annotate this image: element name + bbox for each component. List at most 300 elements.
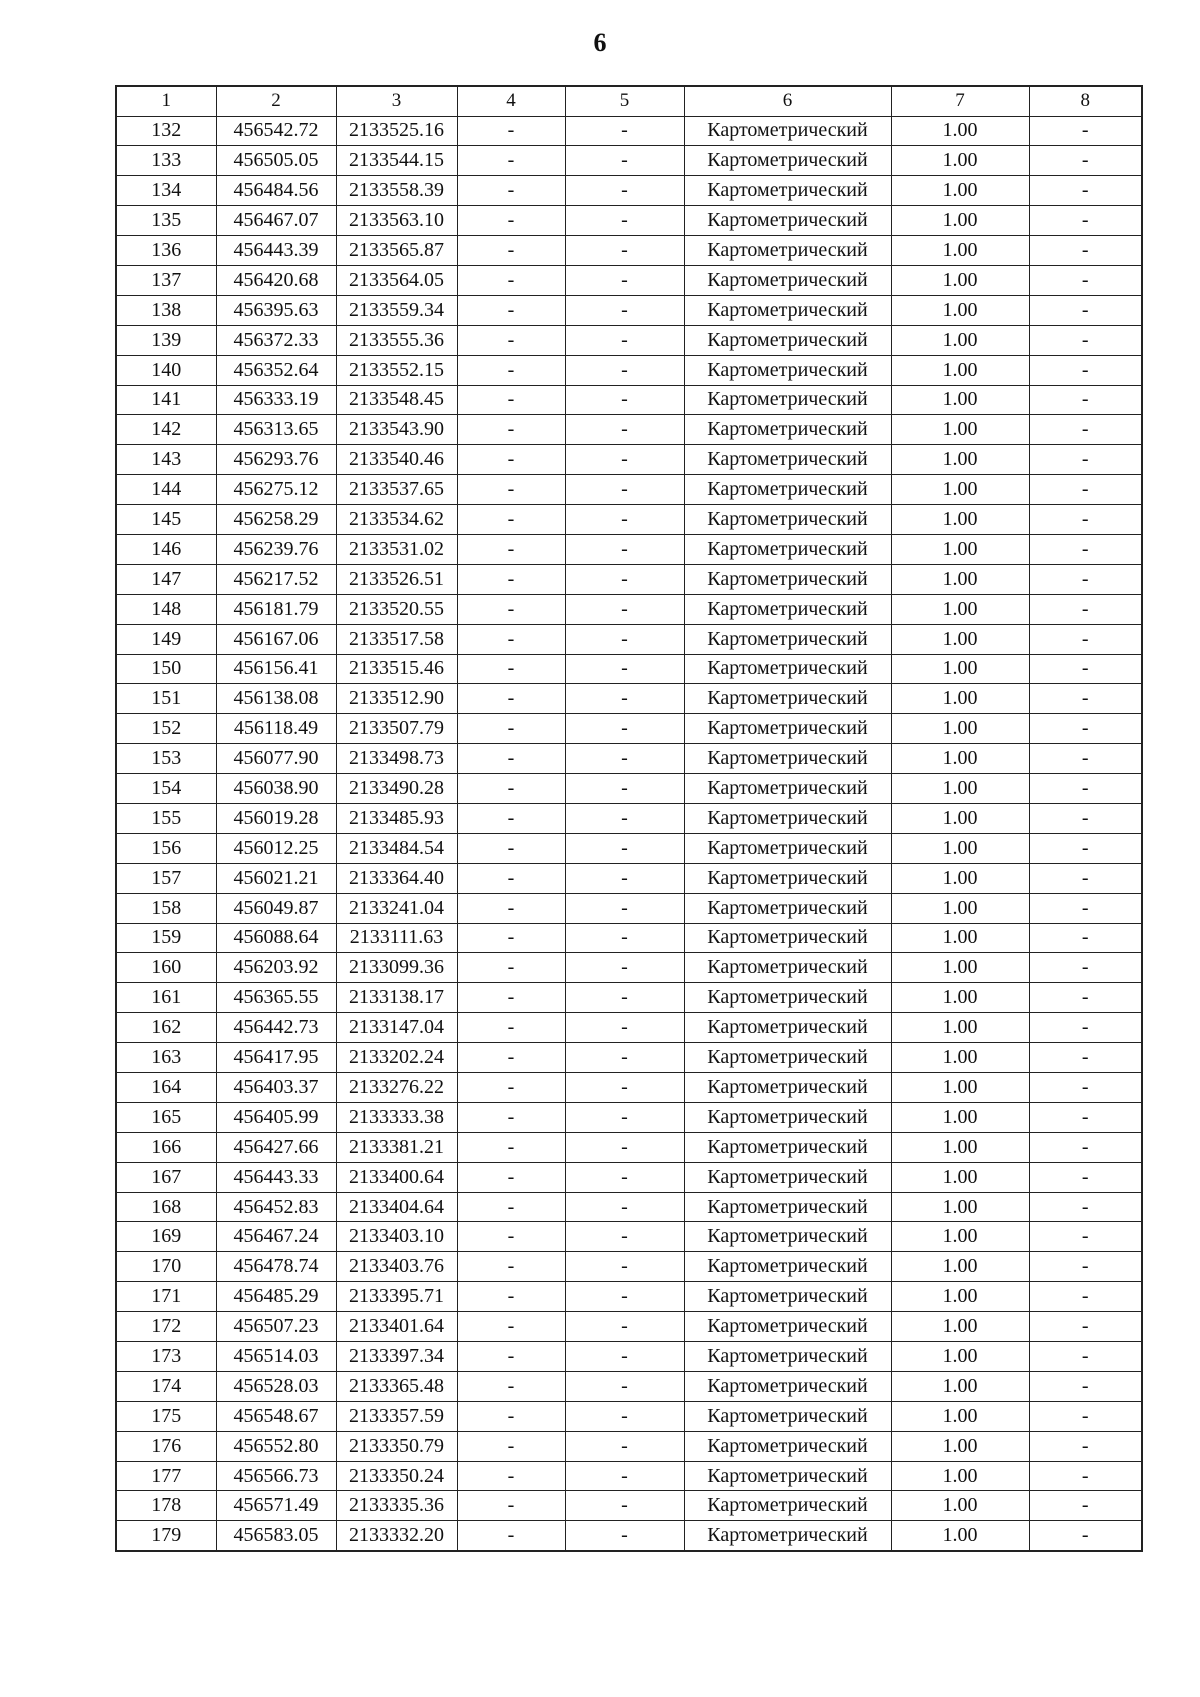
y-coordinate-cell: 2133099.36 xyxy=(336,953,457,983)
method-cell: Картометрический xyxy=(684,983,891,1013)
column-8-cell: - xyxy=(1029,1431,1142,1461)
x-coordinate-cell: 456403.37 xyxy=(216,1073,336,1103)
point-number-cell: 177 xyxy=(116,1461,216,1491)
column-5-cell: - xyxy=(565,1013,684,1043)
accuracy-cell: 1.00 xyxy=(891,803,1029,833)
table-row xyxy=(116,684,1142,714)
method-cell: Картометрический xyxy=(684,355,891,385)
method-cell: Картометрический xyxy=(684,1043,891,1073)
table-row xyxy=(116,325,1142,355)
column-4-cell: - xyxy=(457,415,565,445)
x-coordinate-cell: 456352.64 xyxy=(216,355,336,385)
point-number-cell: 165 xyxy=(116,1102,216,1132)
table-row xyxy=(116,1401,1142,1431)
table-row xyxy=(116,445,1142,475)
x-coordinate-cell: 456077.90 xyxy=(216,744,336,774)
table-row xyxy=(116,893,1142,923)
method-cell: Картометрический xyxy=(684,116,891,146)
column-5-cell: - xyxy=(565,1342,684,1372)
column-4-cell: - xyxy=(457,744,565,774)
accuracy-cell: 1.00 xyxy=(891,1371,1029,1401)
accuracy-cell: 1.00 xyxy=(891,1192,1029,1222)
accuracy-cell: 1.00 xyxy=(891,265,1029,295)
y-coordinate-cell: 2133111.63 xyxy=(336,923,457,953)
column-4-cell: - xyxy=(457,953,565,983)
x-coordinate-cell: 456405.99 xyxy=(216,1102,336,1132)
column-8-cell: - xyxy=(1029,1371,1142,1401)
column-8-cell: - xyxy=(1029,744,1142,774)
method-cell: Картометрический xyxy=(684,654,891,684)
accuracy-cell: 1.00 xyxy=(891,1162,1029,1192)
table-row xyxy=(116,475,1142,505)
y-coordinate-cell: 2133543.90 xyxy=(336,415,457,445)
accuracy-cell: 1.00 xyxy=(891,415,1029,445)
column-8-cell: - xyxy=(1029,564,1142,594)
column-8-cell: - xyxy=(1029,1461,1142,1491)
method-cell: Картометрический xyxy=(684,505,891,535)
x-coordinate-cell: 456442.73 xyxy=(216,1013,336,1043)
point-number-cell: 133 xyxy=(116,146,216,176)
column-5-cell: - xyxy=(565,1102,684,1132)
x-coordinate-cell: 456583.05 xyxy=(216,1521,336,1551)
method-cell: Картометрический xyxy=(684,1222,891,1252)
column-5-cell: - xyxy=(565,355,684,385)
table-row xyxy=(116,1312,1142,1342)
point-number-cell: 171 xyxy=(116,1282,216,1312)
column-5-cell: - xyxy=(565,265,684,295)
column-8-cell: - xyxy=(1029,265,1142,295)
y-coordinate-cell: 2133520.55 xyxy=(336,594,457,624)
accuracy-cell: 1.00 xyxy=(891,774,1029,804)
table-header-row xyxy=(116,86,1142,116)
method-cell: Картометрический xyxy=(684,684,891,714)
accuracy-cell: 1.00 xyxy=(891,1252,1029,1282)
y-coordinate-cell: 2133564.05 xyxy=(336,265,457,295)
column-8-cell: - xyxy=(1029,206,1142,236)
column-8-cell: - xyxy=(1029,146,1142,176)
column-5-cell: - xyxy=(565,624,684,654)
table-row xyxy=(116,953,1142,983)
point-number-cell: 162 xyxy=(116,1013,216,1043)
column-4-cell: - xyxy=(457,146,565,176)
x-coordinate-cell: 456333.19 xyxy=(216,385,336,415)
accuracy-cell: 1.00 xyxy=(891,1401,1029,1431)
accuracy-cell: 1.00 xyxy=(891,295,1029,325)
y-coordinate-cell: 2133525.16 xyxy=(336,116,457,146)
y-coordinate-cell: 2133365.48 xyxy=(336,1371,457,1401)
method-cell: Картометрический xyxy=(684,1073,891,1103)
x-coordinate-cell: 456088.64 xyxy=(216,923,336,953)
column-5-cell: - xyxy=(565,1431,684,1461)
column-header: 1 xyxy=(116,86,216,116)
accuracy-cell: 1.00 xyxy=(891,475,1029,505)
column-8-cell: - xyxy=(1029,355,1142,385)
point-number-cell: 176 xyxy=(116,1431,216,1461)
table-body xyxy=(116,116,1142,1551)
x-coordinate-cell: 456156.41 xyxy=(216,654,336,684)
column-5-cell: - xyxy=(565,1132,684,1162)
method-cell: Картометрический xyxy=(684,1013,891,1043)
y-coordinate-cell: 2133485.93 xyxy=(336,803,457,833)
point-number-cell: 172 xyxy=(116,1312,216,1342)
point-number-cell: 157 xyxy=(116,863,216,893)
y-coordinate-cell: 2133364.40 xyxy=(336,863,457,893)
y-coordinate-cell: 2133403.10 xyxy=(336,1222,457,1252)
point-number-cell: 153 xyxy=(116,744,216,774)
point-number-cell: 138 xyxy=(116,295,216,325)
column-5-cell: - xyxy=(565,744,684,774)
column-5-cell: - xyxy=(565,295,684,325)
point-number-cell: 173 xyxy=(116,1342,216,1372)
column-8-cell: - xyxy=(1029,803,1142,833)
y-coordinate-cell: 2133555.36 xyxy=(336,325,457,355)
method-cell: Картометрический xyxy=(684,445,891,475)
column-5-cell: - xyxy=(565,953,684,983)
y-coordinate-cell: 2133332.20 xyxy=(336,1521,457,1551)
method-cell: Картометрический xyxy=(684,833,891,863)
method-cell: Картометрический xyxy=(684,475,891,505)
column-8-cell: - xyxy=(1029,295,1142,325)
column-4-cell: - xyxy=(457,1013,565,1043)
table-row xyxy=(116,116,1142,146)
y-coordinate-cell: 2133515.46 xyxy=(336,654,457,684)
table-row xyxy=(116,1073,1142,1103)
table-row xyxy=(116,1252,1142,1282)
method-cell: Картометрический xyxy=(684,594,891,624)
accuracy-cell: 1.00 xyxy=(891,505,1029,535)
table-row xyxy=(116,505,1142,535)
y-coordinate-cell: 2133540.46 xyxy=(336,445,457,475)
x-coordinate-cell: 456427.66 xyxy=(216,1132,336,1162)
table-row xyxy=(116,1431,1142,1461)
table-row xyxy=(116,1162,1142,1192)
column-4-cell: - xyxy=(457,833,565,863)
table-row xyxy=(116,624,1142,654)
method-cell: Картометрический xyxy=(684,624,891,654)
point-number-cell: 147 xyxy=(116,564,216,594)
column-4-cell: - xyxy=(457,1431,565,1461)
column-4-cell: - xyxy=(457,594,565,624)
x-coordinate-cell: 456203.92 xyxy=(216,953,336,983)
point-number-cell: 156 xyxy=(116,833,216,863)
column-8-cell: - xyxy=(1029,475,1142,505)
table-row xyxy=(116,1132,1142,1162)
column-8-cell: - xyxy=(1029,1043,1142,1073)
x-coordinate-cell: 456038.90 xyxy=(216,774,336,804)
column-4-cell: - xyxy=(457,1073,565,1103)
method-cell: Картометрический xyxy=(684,744,891,774)
column-header: 8 xyxy=(1029,86,1142,116)
column-5-cell: - xyxy=(565,893,684,923)
column-4-cell: - xyxy=(457,1521,565,1551)
x-coordinate-cell: 456443.39 xyxy=(216,236,336,266)
page-number: 6 xyxy=(593,28,607,57)
method-cell: Картометрический xyxy=(684,714,891,744)
y-coordinate-cell: 2133350.79 xyxy=(336,1431,457,1461)
x-coordinate-cell: 456452.83 xyxy=(216,1192,336,1222)
y-coordinate-cell: 2133138.17 xyxy=(336,983,457,1013)
column-4-cell: - xyxy=(457,534,565,564)
x-coordinate-cell: 456217.52 xyxy=(216,564,336,594)
method-cell: Картометрический xyxy=(684,923,891,953)
y-coordinate-cell: 2133544.15 xyxy=(336,146,457,176)
accuracy-cell: 1.00 xyxy=(891,983,1029,1013)
column-8-cell: - xyxy=(1029,1162,1142,1192)
column-4-cell: - xyxy=(457,564,565,594)
point-number-cell: 159 xyxy=(116,923,216,953)
accuracy-cell: 1.00 xyxy=(891,1521,1029,1551)
point-number-cell: 132 xyxy=(116,116,216,146)
method-cell: Картометрический xyxy=(684,1371,891,1401)
y-coordinate-cell: 2133517.58 xyxy=(336,624,457,654)
column-5-cell: - xyxy=(565,923,684,953)
column-8-cell: - xyxy=(1029,863,1142,893)
x-coordinate-cell: 456167.06 xyxy=(216,624,336,654)
point-number-cell: 146 xyxy=(116,534,216,564)
accuracy-cell: 1.00 xyxy=(891,325,1029,355)
x-coordinate-cell: 456443.33 xyxy=(216,1162,336,1192)
column-4-cell: - xyxy=(457,923,565,953)
table-row xyxy=(116,1491,1142,1521)
y-coordinate-cell: 2133526.51 xyxy=(336,564,457,594)
column-8-cell: - xyxy=(1029,654,1142,684)
method-cell: Картометрический xyxy=(684,325,891,355)
x-coordinate-cell: 456313.65 xyxy=(216,415,336,445)
column-4-cell: - xyxy=(457,116,565,146)
method-cell: Картометрический xyxy=(684,953,891,983)
accuracy-cell: 1.00 xyxy=(891,1282,1029,1312)
column-5-cell: - xyxy=(565,176,684,206)
table-row xyxy=(116,236,1142,266)
accuracy-cell: 1.00 xyxy=(891,564,1029,594)
column-5-cell: - xyxy=(565,833,684,863)
column-8-cell: - xyxy=(1029,684,1142,714)
point-number-cell: 142 xyxy=(116,415,216,445)
column-8-cell: - xyxy=(1029,983,1142,1013)
column-header: 6 xyxy=(684,86,891,116)
y-coordinate-cell: 2133401.64 xyxy=(336,1312,457,1342)
point-number-cell: 169 xyxy=(116,1222,216,1252)
column-5-cell: - xyxy=(565,415,684,445)
accuracy-cell: 1.00 xyxy=(891,1431,1029,1461)
column-5-cell: - xyxy=(565,1222,684,1252)
table-row xyxy=(116,385,1142,415)
column-4-cell: - xyxy=(457,1192,565,1222)
y-coordinate-cell: 2133548.45 xyxy=(336,385,457,415)
column-5-cell: - xyxy=(565,1401,684,1431)
point-number-cell: 178 xyxy=(116,1491,216,1521)
column-4-cell: - xyxy=(457,803,565,833)
accuracy-cell: 1.00 xyxy=(891,1073,1029,1103)
point-number-cell: 135 xyxy=(116,206,216,236)
y-coordinate-cell: 2133147.04 xyxy=(336,1013,457,1043)
accuracy-cell: 1.00 xyxy=(891,1102,1029,1132)
column-4-cell: - xyxy=(457,774,565,804)
column-5-cell: - xyxy=(565,684,684,714)
column-8-cell: - xyxy=(1029,325,1142,355)
y-coordinate-cell: 2133350.24 xyxy=(336,1461,457,1491)
y-coordinate-cell: 2133531.02 xyxy=(336,534,457,564)
table-row xyxy=(116,923,1142,953)
column-5-cell: - xyxy=(565,983,684,1013)
method-cell: Картометрический xyxy=(684,534,891,564)
coordinates-table xyxy=(115,85,1143,1552)
y-coordinate-cell: 2133357.59 xyxy=(336,1401,457,1431)
y-coordinate-cell: 2133241.04 xyxy=(336,893,457,923)
accuracy-cell: 1.00 xyxy=(891,594,1029,624)
column-5-cell: - xyxy=(565,594,684,624)
accuracy-cell: 1.00 xyxy=(891,1342,1029,1372)
point-number-cell: 154 xyxy=(116,774,216,804)
y-coordinate-cell: 2133397.34 xyxy=(336,1342,457,1372)
y-coordinate-cell: 2133512.90 xyxy=(336,684,457,714)
column-5-cell: - xyxy=(565,116,684,146)
method-cell: Картометрический xyxy=(684,295,891,325)
method-cell: Картометрический xyxy=(684,1312,891,1342)
accuracy-cell: 1.00 xyxy=(891,714,1029,744)
accuracy-cell: 1.00 xyxy=(891,1043,1029,1073)
column-4-cell: - xyxy=(457,295,565,325)
column-5-cell: - xyxy=(565,1371,684,1401)
column-5-cell: - xyxy=(565,534,684,564)
column-4-cell: - xyxy=(457,385,565,415)
column-5-cell: - xyxy=(565,1312,684,1342)
y-coordinate-cell: 2133498.73 xyxy=(336,744,457,774)
y-coordinate-cell: 2133534.62 xyxy=(336,505,457,535)
accuracy-cell: 1.00 xyxy=(891,893,1029,923)
column-4-cell: - xyxy=(457,355,565,385)
column-5-cell: - xyxy=(565,1282,684,1312)
method-cell: Картометрический xyxy=(684,236,891,266)
table-row xyxy=(116,1371,1142,1401)
y-coordinate-cell: 2133202.24 xyxy=(336,1043,457,1073)
column-8-cell: - xyxy=(1029,116,1142,146)
x-coordinate-cell: 456395.63 xyxy=(216,295,336,325)
x-coordinate-cell: 456012.25 xyxy=(216,833,336,863)
column-4-cell: - xyxy=(457,1222,565,1252)
column-4-cell: - xyxy=(457,684,565,714)
column-8-cell: - xyxy=(1029,1132,1142,1162)
accuracy-cell: 1.00 xyxy=(891,1222,1029,1252)
y-coordinate-cell: 2133403.76 xyxy=(336,1252,457,1282)
x-coordinate-cell: 456181.79 xyxy=(216,594,336,624)
point-number-cell: 144 xyxy=(116,475,216,505)
x-coordinate-cell: 456467.07 xyxy=(216,206,336,236)
point-number-cell: 170 xyxy=(116,1252,216,1282)
method-cell: Картометрический xyxy=(684,415,891,445)
y-coordinate-cell: 2133400.64 xyxy=(336,1162,457,1192)
y-coordinate-cell: 2133563.10 xyxy=(336,206,457,236)
table-row xyxy=(116,265,1142,295)
x-coordinate-cell: 456019.28 xyxy=(216,803,336,833)
column-5-cell: - xyxy=(565,1491,684,1521)
x-coordinate-cell: 456293.76 xyxy=(216,445,336,475)
accuracy-cell: 1.00 xyxy=(891,1461,1029,1491)
column-4-cell: - xyxy=(457,624,565,654)
column-4-cell: - xyxy=(457,1461,565,1491)
column-8-cell: - xyxy=(1029,774,1142,804)
column-5-cell: - xyxy=(565,803,684,833)
accuracy-cell: 1.00 xyxy=(891,176,1029,206)
column-5-cell: - xyxy=(565,236,684,266)
column-5-cell: - xyxy=(565,505,684,535)
column-8-cell: - xyxy=(1029,415,1142,445)
column-4-cell: - xyxy=(457,863,565,893)
column-4-cell: - xyxy=(457,1282,565,1312)
x-coordinate-cell: 456118.49 xyxy=(216,714,336,744)
accuracy-cell: 1.00 xyxy=(891,534,1029,564)
x-coordinate-cell: 456365.55 xyxy=(216,983,336,1013)
point-number-cell: 168 xyxy=(116,1192,216,1222)
column-5-cell: - xyxy=(565,654,684,684)
column-5-cell: - xyxy=(565,146,684,176)
x-coordinate-cell: 456542.72 xyxy=(216,116,336,146)
x-coordinate-cell: 456275.12 xyxy=(216,475,336,505)
point-number-cell: 141 xyxy=(116,385,216,415)
column-8-cell: - xyxy=(1029,1342,1142,1372)
table-row xyxy=(116,1282,1142,1312)
x-coordinate-cell: 456484.56 xyxy=(216,176,336,206)
column-4-cell: - xyxy=(457,893,565,923)
x-coordinate-cell: 456571.49 xyxy=(216,1491,336,1521)
column-5-cell: - xyxy=(565,1162,684,1192)
method-cell: Картометрический xyxy=(684,564,891,594)
column-8-cell: - xyxy=(1029,1521,1142,1551)
accuracy-cell: 1.00 xyxy=(891,654,1029,684)
accuracy-cell: 1.00 xyxy=(891,953,1029,983)
x-coordinate-cell: 456021.21 xyxy=(216,863,336,893)
method-cell: Картометрический xyxy=(684,385,891,415)
point-number-cell: 137 xyxy=(116,265,216,295)
table-row xyxy=(116,1342,1142,1372)
method-cell: Картометрический xyxy=(684,1521,891,1551)
table-row xyxy=(116,176,1142,206)
x-coordinate-cell: 456467.24 xyxy=(216,1222,336,1252)
column-8-cell: - xyxy=(1029,385,1142,415)
table-row xyxy=(116,206,1142,236)
method-cell: Картометрический xyxy=(684,1192,891,1222)
point-number-cell: 134 xyxy=(116,176,216,206)
method-cell: Картометрический xyxy=(684,893,891,923)
point-number-cell: 158 xyxy=(116,893,216,923)
table-row xyxy=(116,1521,1142,1551)
column-5-cell: - xyxy=(565,1461,684,1491)
column-5-cell: - xyxy=(565,445,684,475)
column-8-cell: - xyxy=(1029,1282,1142,1312)
point-number-cell: 163 xyxy=(116,1043,216,1073)
column-8-cell: - xyxy=(1029,1102,1142,1132)
point-number-cell: 136 xyxy=(116,236,216,266)
y-coordinate-cell: 2133333.38 xyxy=(336,1102,457,1132)
x-coordinate-cell: 456548.67 xyxy=(216,1401,336,1431)
column-header: 3 xyxy=(336,86,457,116)
method-cell: Картометрический xyxy=(684,1491,891,1521)
table-row xyxy=(116,534,1142,564)
column-4-cell: - xyxy=(457,1491,565,1521)
method-cell: Картометрический xyxy=(684,1102,891,1132)
method-cell: Картометрический xyxy=(684,803,891,833)
column-4-cell: - xyxy=(457,176,565,206)
point-number-cell: 179 xyxy=(116,1521,216,1551)
method-cell: Картометрический xyxy=(684,1342,891,1372)
column-4-cell: - xyxy=(457,1043,565,1073)
column-8-cell: - xyxy=(1029,1013,1142,1043)
column-4-cell: - xyxy=(457,445,565,475)
column-8-cell: - xyxy=(1029,1192,1142,1222)
column-8-cell: - xyxy=(1029,176,1142,206)
column-5-cell: - xyxy=(565,1073,684,1103)
point-number-cell: 150 xyxy=(116,654,216,684)
